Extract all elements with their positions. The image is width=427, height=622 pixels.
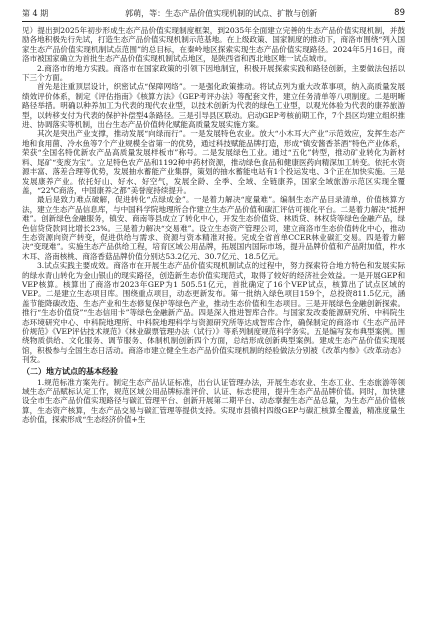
paragraph-industry-support: 其次是突出产业支撑，推动发展“向绿而行”。一是发展特色农业。放大“小木耳大产业”示范效应，发挥生态产地和食用菌、冷水鱼等7个产业规模全省第一的优势，通过科技赋能品牌打造，形成“镇安酱香茶酒”特色产业体系，荣获“全国名特优新农产品高质量发展样板市”称号。二是发展绿色工业。通过“五化”转型，推动矿业转化为新材料、尾矿“变废为宝”。立足特色农产品和1192种中药材资源，推动绿色食品和健康医药向精深加工转变。依托水资源丰富、落差合理等优势，发展抽水蓄能产业集群，策划的抽水蓄能电站有1个投运发电、3个正在加快实施。三是发展康养产业。依托好山、好水、好空气，发展全龄、全季、全域、全链康养，国家全域旅游示范区实现全覆盖，“22℃商洛，中国康养之都”美誉度持续提升。 [22,129,405,195]
header-rule [22,21,405,22]
issue-number: 第 4 期 [22,8,49,18]
paragraph-policy-context: 见）提出到2025年初步形成生态产品价值实现制度框架，到2035年全面建立完善的生态产品价值实现机制，并鼓励各地积极先行先试，打造生态产品价值实现机制示范基地。在上级政策、国家制度的推动下，商洛市围绕“列入国家生态产品价值实现机制试点范围”的总目标，在秦岭地区探索实现生态产品价值实现路径。2024年5月16日，商洛市被国家确立为首批生态产品价值实现机制试点地区，是陕西省和西北地区唯一试点城市。 [22,26,405,64]
page-header [22,6,405,20]
paragraph-standards-first: 1.规范标准方案先行。制定生态产品认证标准，出台认证管理办法，开展生态农业、生态工业、生态旅游等领域生态产品赋标认定工作，规范区域公用品牌标准评价、认证、标志使用，提升生态产品品牌价值。同时，加快建设全市生态产品价值实现路径与碳汇管理平台、创新开展第二期平台、动态掌握生态产品总量，为生态产品价值核算，生态资产核算，生态产品交易与碳汇管理等提供支持。实现市县镇村四级GEP与碳汇核算全覆盖，精准度量生态价值，探索形成“生态经济价值+生 [22,377,405,425]
paragraph-local-practice-intro: 2.商洛市的地方实践。商洛市在国家政策的引领下因地制宜，积极开展探索实践和路径创新，主要做法包括以下三个方面。 [22,63,405,83]
paragraph-pilot-results: 3.试点实践主要成效。商洛市在开展生态产品价值实现机制试点的过程中，努力探索符合地方特色和发展实际的绿水青山转化为金山银山的现实路径，创造新生态价值实现范式，取得了较好的经济社会效益。一是开展GEP和VEP核算。核算出了商洛市2023年GEP为1 505.51亿元，首批确定了16个VEP试点，核算出了试点区域的VEP。二是建立生态项目库。围绕重点项目，动态更新发布。第一批纳入绿色项目159个，总投资811.5亿元，涵盖节能降碳改造、生态产业和生态修复保护等绿色产业，推动生态价值和生态项目。三是开展绿色金融创新探索。推行“生态价值贷”“生态信用卡”等绿色金融新产品。四是深入推进智库合作。与国家发改委能源研究所、中科院生态环境研究中心、中科院地理所、中科院地理科学与资源研究所等达成智库合作，确保制定的商洛市《生态产品评价规范》《VEP评估技术规范》《林业碳票管理办法（试行）》等系列制度规范科学务实。五是编写发布典型案例。围绕物质供给、文化服务、调节服务、体制机制创新四个方面，总结形成创新典型案例。建成生态产品价值实现展馆，积极参与全国生态日活动。商洛市建立健全生态产品价值实现机制的经验做法分别被《改革内参》《改革动态》刊发。 [22,261,405,365]
article-body [22,26,405,425]
paragraph-breaking-difficulties: 最后是致力难点破解，促进转化“点绿成金”。一是着力解决“度量难”。编制生态产品目录清单，价值核算方法，建立生态产品信息库，与中国科学院地理所合作建立生态产品价值和碳汇评估可视化平台。二是着力解决“抵押难”。创新绿色金融服务，镇安、商南等县成立了转化中心，开发生态价值贷、林质贷、林权贷等绿色金融产品，绿色信贷贷款同比增长23%。三是着力解决“交易难”。设立生态资产管理公司，建立商洛市生态价值转化中心，推动生态资源向资产转变，促进供给与需求、资源与资本精准对接。完成全省首单CCER林业碳汇交易。四是着力解决“变现难”。实施生态产品供给工程，培育区域公用品牌，拓展国内国际市场，提升品牌价值和产品附加值，柞水木耳、洛南核桃、商洛香菇品牌价值分别达53.2亿元、30.7亿元、18.5亿元。 [22,195,405,261]
section-heading: （二）地方试点的基本经验 [22,366,118,376]
paragraph-top-level-design: 首先是注重顶层设计，织密试点“保障网络”。一是强化政策推动。将试点列为重大改革事项，纳入高质量发展绩效评价体系，制定《评估指南》《核算方法》《GEP考评办法》等配套文件，建立任务清单等八项制度。二是明晰路径举措。明确以种养加工为代表的现代农业型，以技术创新为代表的绿色工业型，以观光体验为代表的康养旅游型，以转移支付为代表的保护补偿型4条路径。三是引导县区联动。启动GEP考核前期工作，7个县区均建立组织推进、协调落实等机制，出台生态产品价值转化赋能高质量发展实施方案。 [22,82,405,130]
page-number: 89 [394,8,405,18]
running-title: 郭萌，等：生态产品价值实现机制的试点、扩散与创新 [125,8,318,18]
